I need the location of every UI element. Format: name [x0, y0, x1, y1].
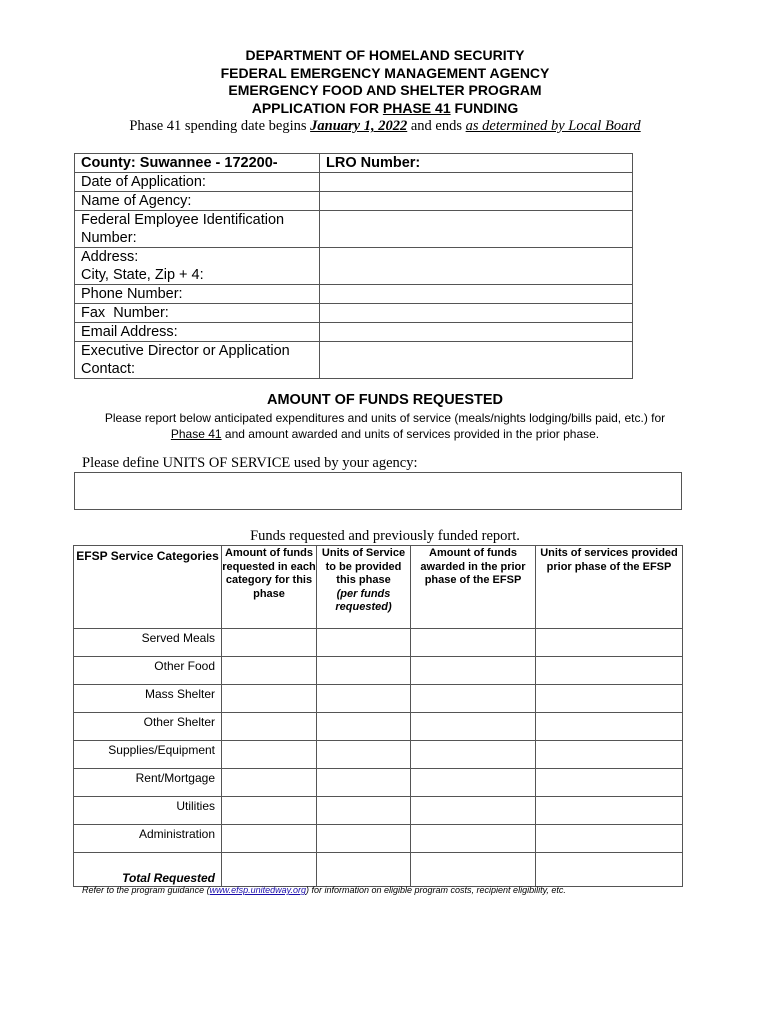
- total-cell[interactable]: [536, 853, 683, 887]
- header-line-3: EMERGENCY FOOD AND SHELTER PROGRAM: [228, 82, 542, 98]
- table-cell[interactable]: [536, 825, 683, 853]
- table-cell[interactable]: [411, 685, 536, 713]
- row-label: Mass Shelter: [74, 685, 222, 713]
- address-label: Address: City, State, Zip + 4:: [75, 248, 320, 285]
- fax-field[interactable]: [320, 304, 633, 323]
- table-cell[interactable]: [317, 741, 411, 769]
- table-cell[interactable]: [317, 825, 411, 853]
- table-cell[interactable]: [317, 685, 411, 713]
- table-cell[interactable]: [222, 797, 317, 825]
- units-of-service-input[interactable]: [74, 472, 682, 510]
- row-label: Other Shelter: [74, 713, 222, 741]
- footnote: [82, 885, 566, 895]
- table-row: [74, 825, 683, 853]
- efsp-link[interactable]: www.efsp.unitedway.org: [209, 885, 306, 895]
- col-header-amount-prior: Amount of funds awarded in the prior phase of the EFSP: [411, 546, 536, 629]
- total-requested-label: Total Requested: [74, 853, 222, 887]
- table-cell[interactable]: [411, 825, 536, 853]
- total-cell[interactable]: [411, 853, 536, 887]
- table-row: [74, 797, 683, 825]
- phone-label: Phone Number:: [75, 285, 320, 304]
- table-cell[interactable]: [222, 825, 317, 853]
- table-cell[interactable]: [536, 713, 683, 741]
- total-row: [74, 853, 683, 887]
- footnote-prefix: Refer to the program guidance (: [82, 885, 210, 895]
- table-cell[interactable]: [536, 741, 683, 769]
- row-label: Utilities: [74, 797, 222, 825]
- table-cell[interactable]: [536, 797, 683, 825]
- table-cell[interactable]: [411, 769, 536, 797]
- col-header-units-text: Units of Service to be provided this phase: [321, 547, 406, 586]
- document-header: [0, 47, 770, 117]
- spending-end-text: as determined by Local Board: [465, 118, 641, 134]
- table-row: [74, 741, 683, 769]
- col-header-units-this-phase: [317, 546, 411, 629]
- address-field[interactable]: [320, 248, 633, 285]
- funds-description: [80, 410, 690, 442]
- table-row: [74, 657, 683, 685]
- table-cell[interactable]: [536, 685, 683, 713]
- table-cell[interactable]: [222, 685, 317, 713]
- contact-field[interactable]: [320, 342, 633, 379]
- table-cell[interactable]: [536, 629, 683, 657]
- table-cell[interactable]: [317, 797, 411, 825]
- table-cell[interactable]: [222, 741, 317, 769]
- header-line-2: FEDERAL EMERGENCY MANAGEMENT AGENCY: [220, 64, 550, 81]
- lro-number-label[interactable]: LRO Number:: [320, 154, 633, 173]
- table-cell[interactable]: [411, 741, 536, 769]
- report-header-row: [74, 546, 683, 629]
- agency-info-table: [74, 153, 633, 379]
- row-label: Rent/Mortgage: [74, 769, 222, 797]
- header-line-4-suffix: FUNDING: [450, 99, 519, 116]
- units-of-service-label: Please define UNITS OF SERVICE used by your agency:: [82, 455, 418, 471]
- table-row: [74, 685, 683, 713]
- table-cell[interactable]: [317, 713, 411, 741]
- table-cell[interactable]: [411, 713, 536, 741]
- fax-label: Fax Number:: [75, 304, 320, 323]
- contact-label: Executive Director or Application Contact:: [75, 342, 320, 379]
- fein-label: Federal Employee Identification Number:: [75, 211, 320, 248]
- email-label: Email Address:: [75, 323, 320, 342]
- funds-desc-phase: Phase 41: [170, 427, 222, 441]
- table-cell[interactable]: [317, 629, 411, 657]
- total-cell[interactable]: [222, 853, 317, 887]
- row-label: Supplies/Equipment: [74, 741, 222, 769]
- header-line-1: DEPARTMENT OF HOMELAND SECURITY: [245, 47, 525, 63]
- col-header-categories: EFSP Service Categories: [74, 546, 222, 629]
- email-field[interactable]: [320, 323, 633, 342]
- table-cell[interactable]: [222, 657, 317, 685]
- table-cell[interactable]: [411, 797, 536, 825]
- col-header-units-note: (per funds requested): [335, 587, 392, 613]
- table-row: [74, 713, 683, 741]
- spending-prefix: Phase 41 spending date begins: [129, 118, 311, 134]
- date-of-application-label: Date of Application:: [75, 173, 320, 192]
- table-row: [74, 769, 683, 797]
- row-label: Served Meals: [74, 629, 222, 657]
- county-label: County: Suwannee - 172200-: [75, 154, 320, 173]
- col-header-units-prior: Units of services provided prior phase of the EFSP: [536, 546, 683, 629]
- fein-field[interactable]: [320, 211, 633, 248]
- header-phase: PHASE 41: [382, 99, 451, 116]
- footnote-suffix: ) for information on eligible program costs, recipient eligibility, etc.: [305, 885, 566, 895]
- table-cell[interactable]: [317, 657, 411, 685]
- spending-begin-date: January 1, 2022: [310, 118, 408, 134]
- spending-date-line: [0, 118, 770, 135]
- table-cell[interactable]: [317, 769, 411, 797]
- table-cell[interactable]: [536, 657, 683, 685]
- header-line-4-prefix: APPLICATION FOR: [251, 99, 383, 116]
- table-cell[interactable]: [536, 769, 683, 797]
- header-line-4: [0, 100, 770, 118]
- table-cell[interactable]: [222, 629, 317, 657]
- total-cell[interactable]: [317, 853, 411, 887]
- report-caption: Funds requested and previously funded report.: [250, 528, 520, 544]
- phone-field[interactable]: [320, 285, 633, 304]
- funds-report-table: [73, 545, 683, 887]
- funds-desc-line2: and amount awarded and units of services provided in the prior phase.: [221, 427, 600, 441]
- funds-desc-line1: Please report below anticipated expenditures and units of service (meals/nights lodging/bills paid, etc.) for: [104, 411, 666, 425]
- table-cell[interactable]: [222, 713, 317, 741]
- table-cell[interactable]: [411, 629, 536, 657]
- table-cell[interactable]: [411, 657, 536, 685]
- date-of-application-field[interactable]: [320, 173, 633, 192]
- col-header-amount-requested: Amount of funds requested in each category for this phase: [222, 546, 317, 629]
- row-label: Administration: [74, 825, 222, 853]
- agency-name-label: Name of Agency:: [75, 192, 320, 211]
- funds-requested-title: AMOUNT OF FUNDS REQUESTED: [266, 392, 504, 408]
- agency-name-field[interactable]: [320, 192, 633, 211]
- row-label: Other Food: [74, 657, 222, 685]
- table-row: [74, 629, 683, 657]
- table-cell[interactable]: [222, 769, 317, 797]
- spending-middle: and ends: [407, 118, 466, 134]
